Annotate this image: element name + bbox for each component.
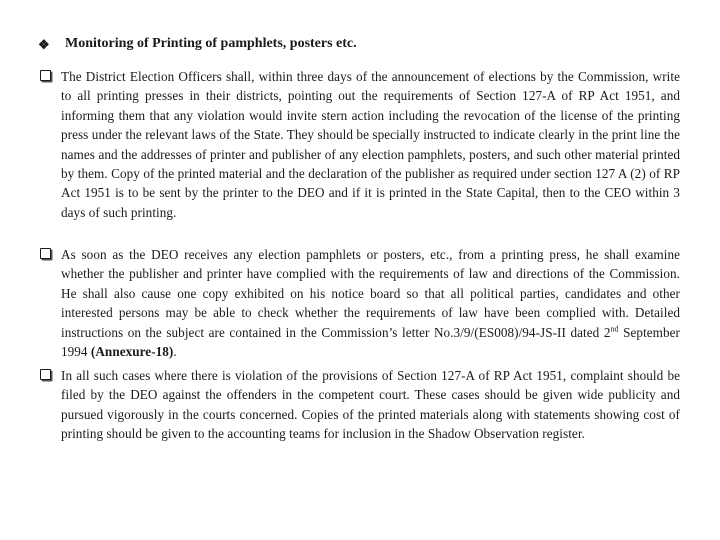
paragraph-text-part: September 1994 — [61, 324, 680, 360]
checkbox-bullet-icon — [40, 70, 51, 81]
checkbox-bullet-icon — [40, 369, 51, 380]
annexure-reference: (Annexure-18) — [90, 344, 174, 360]
list-item — [40, 366, 680, 444]
paragraph-end: . — [173, 344, 177, 360]
paragraph-text: The District Election Officers shall, within three days of the announcement of elections by the Commission, write to all printing presses in their districts, pointing out the requirements of Section 127-A of RP Act 1951, and informing them that any violation would invite stern action including the revocation of the license of the printing press under the relevant laws of the State. They should be specially instructed to indicate clearly in the print line the names and the addresses of printer and publisher of any election pamphlets, posters, and such other material printed by them. Copy of the printed material and the declaration of the publisher as required under section 127 A (2) of RP Act 1951 is to be sent by the printer to the DEO and if it is printed in the State Capital, then to the CEO within 3 days of such printing. — [61, 69, 680, 220]
paragraph-text: In all such cases where there is violation of the provisions of Section 127-A of RP Act 1951, complaint should be filed by the DEO against the offenders in the competent court. These cases should be given wide publicity and pursued vigorously in the courts concerned. Copies of the printed materials along with statements showing cost of printing should be given to the accounting teams for inclusion in the Shadow Observation register. — [61, 368, 680, 442]
list-item — [40, 67, 680, 222]
list-item — [40, 245, 680, 361]
section-heading — [38, 36, 678, 52]
heading-text: Monitoring of Printing of pamphlets, posters etc. — [65, 36, 357, 51]
ordinal-suffix: nd — [610, 324, 619, 334]
diamond-bullet-icon: ❖ — [38, 36, 50, 52]
paragraph-text — [61, 245, 680, 361]
paragraph-text-part: As soon as the DEO receives any election pamphlets or posters, etc., from a printing press, he shall examine whether the publisher and printer have complied with the requirements of law and directions of the Commission. He shall also cause one copy exhibited on his notice board so that all political parties, candidates and other interested persons may be able to check whether the requirements of law have been complied with. Detailed instructions on the subject are contained in the Commission’s letter No.3/9/(ES008)/94-JS-II dated 2 — [61, 247, 680, 340]
checkbox-bullet-icon — [40, 248, 51, 259]
